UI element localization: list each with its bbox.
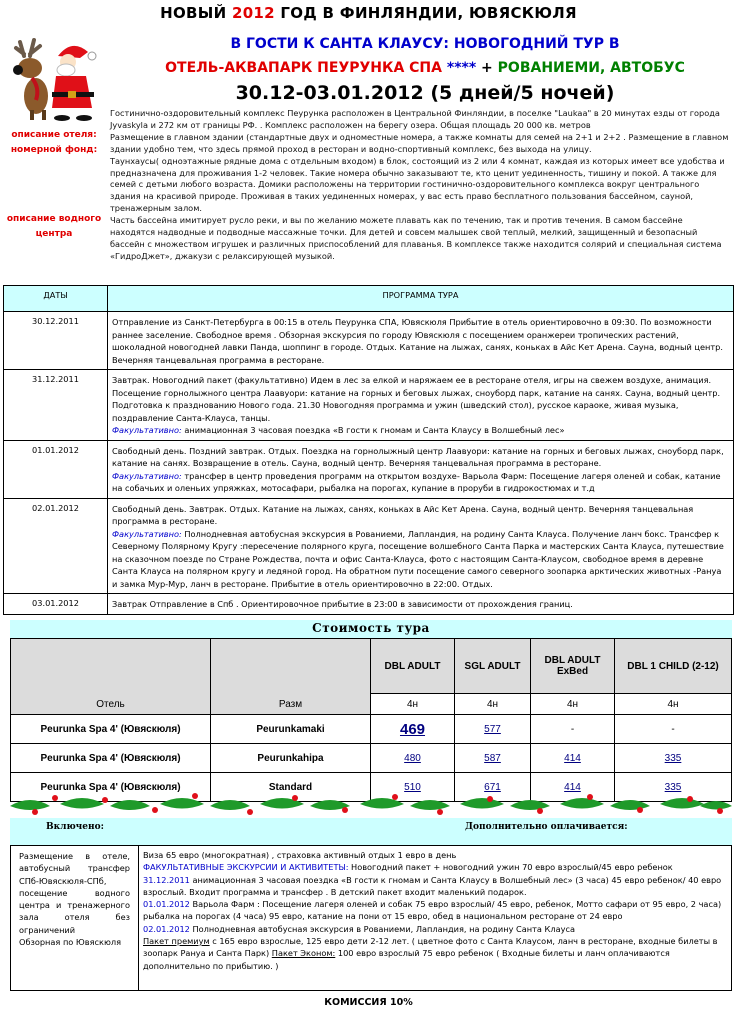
optional-label: Факультативно: xyxy=(112,528,182,539)
row-text: Завтрак. Новогодний пакет (факультативно) Идем в лес за елкой и наряжаем ее в ресторане отеля, игры на свежем воздухе, анимация. Посещение горнолыжного центра Лаавуори: катание на горных и беговых лыжах, сноуборд парк, катание на санях. Сауна, водный центр. Подготовка к празднованию Нового года. 21.30 Новогодняя программа и ужин (шведский стол), русское караоке, живая музыка, поздравление Санта-Клауса, танцы. Факультативно: анимационная 3 часовая поездка «В гости к гномам и Санта Клаусу в Волшебный лес» xyxy=(108,370,734,441)
table-row xyxy=(4,370,734,441)
side-label-hotel: описание отеля: номерной фонд: xyxy=(10,130,98,155)
commission-note: КОМИССИЯ 10% xyxy=(324,997,413,1008)
extra-list: Виза 65 евро (многократная) , страховка активный отдых 1 евро в день ФАКУЛЬТАТИВНЫЕ ЭКСКУРСИИ И АКТИВИТЕТЫ: Новогодний пакет + новогодний ужин 70 евро взрослый/45 евро ребенок 31.12.2011 анимационная 3 часовая поездка «В гости к гномам и Санта Клаусу в Волшебный лес» (3 часа) 45 евро ребенок/ 40 евро взрослый. Входит программа и трансфер . В детский пакет входит маленький подарок. 01.01.2012 Варьола Фарм : Посещение лагеря оленей и собак 75 евро взрослый/ 45 евро, ребенок, Мотто сафари от 95 евро, 2 часа) рыбалка на порогах (4 часа) 95 евро, катание на пони от 15 евро, обед в национальном ресторане от 24 евро 02.01.2012 Полнодневная автобусная экскурсия в Рованиеми, Лапландия, на родину Санта Клауса Пакет премиум с 165 евро взрослые, 125 евро дети 2-12 лет. ( цветное фото с Санта Клаусом, ланч в ресторане, входные билеты в зоопарк Рануа и Санта Парк) Пакет Эконом: 100 евро взрослый 75 евро ребенок ( Входные билеты и ланч оплачиваются дополнительно по прибытию. ) xyxy=(139,846,732,991)
table-row xyxy=(11,744,732,773)
subtitle-line2: ОТЕЛЬ-АКВАПАРК ПЕУРУНКА СПА **** + РОВАНИЕМИ, АВТОБУС xyxy=(165,60,685,76)
program-table xyxy=(3,285,734,615)
description-paragraph: Гостинично-оздоровительный комплекс Пеурунка расположен в Центральной Финляндии, в поселке "Laukaa" в 20 минутах езды от города Jyvaskyla и 272 км от границы РФ. . Комплекс расположен на берегу озера. Общая площадь 20 000 кв. метров xyxy=(110,108,720,130)
price-link[interactable]: 414 xyxy=(564,781,581,793)
header-hotel: Отель xyxy=(11,639,211,715)
hotel-name: Peurunka Spa 4' (Ювяскюля) xyxy=(11,715,211,744)
price-link[interactable]: 480 xyxy=(404,752,421,764)
pricing-title: Стоимость тура xyxy=(10,620,732,638)
price-cell: - xyxy=(531,715,615,744)
hotel-description xyxy=(110,108,730,263)
description-paragraph: Часть бассейна имитирует русло реки, и вы по желанию можете плавать как по течению, так и против течения. В самом бассейне находятся надводные и подводные массажные точки. Для детей и совсем малышек свой теплый, мелкий, защищенный и безопасный бассейн с множеством игрушек и различных приспособлений для плаванья. В комплексе также находится солярий и специальная система «ГидроДжет», джакузи с релаксирующей музыкой. xyxy=(110,215,722,261)
program-header-row xyxy=(4,286,734,312)
room-type: Peurunkamaki xyxy=(211,715,371,744)
premium-package: Пакет премиум xyxy=(143,936,210,947)
row-date: 03.01.2012 xyxy=(4,594,108,615)
included-list: Размещение в отеле, автобусный трансфер СПб-Ювяскюля-СПб, посещение водного центра и тренажерного зала отеля без ограничений Обзорная по Ювяскюля xyxy=(11,846,139,991)
header-dates: ДАТЫ xyxy=(4,286,108,312)
price-link[interactable]: 577 xyxy=(484,723,501,735)
description-paragraph: Размещение в главном здании (стандартные двух и одноместные номера, а также комнаты для семей на 2+1 и 2+2 . Размещение в главном здании удобно тем, что здесь прямой проход в ресторан и водно-спортивный комплекс, без выхода на улицу. xyxy=(110,131,729,154)
price-link[interactable]: 587 xyxy=(484,752,501,764)
nights-cell: 4н xyxy=(455,694,531,715)
table-row xyxy=(4,594,734,615)
optional-label: Факультативно: xyxy=(112,470,182,481)
row-text: Завтрак Отправление в Спб . Ориентировочное прибытие в 23:00 в зависимости от прохождения границ. xyxy=(108,594,734,615)
header-room: Разм xyxy=(211,639,371,715)
price-link[interactable]: 335 xyxy=(664,781,682,793)
pricing-table xyxy=(10,638,732,802)
nights-cell: 4н xyxy=(615,694,732,715)
stars: **** xyxy=(446,60,477,76)
header-dbl-child: DBL 1 CHILD (2-12) xyxy=(615,639,732,694)
table-row xyxy=(4,498,734,594)
tour-dates: 30.12-03.01.2012 (5 дней/5 ночей) xyxy=(235,82,615,104)
header-dbl-adult: DBL ADULT xyxy=(371,639,455,694)
page-title: НОВЫЙ 2012 ГОД В ФИНЛЯНДИИ, ЮВЯСКЮЛЯ xyxy=(160,4,577,22)
price-link[interactable]: 469 xyxy=(399,720,426,738)
price-cell: - xyxy=(615,715,732,744)
included-table xyxy=(10,845,732,991)
table-row xyxy=(11,846,732,991)
included-header-bar xyxy=(10,818,732,845)
header-dbl-exbed: DBL ADULT ExBed xyxy=(531,639,615,694)
table-row xyxy=(4,440,734,498)
price-link[interactable]: 414 xyxy=(564,752,581,764)
description-paragraph: Таунхаусы( одноэтажные рядные дома с отдельным входом) в блок, состоящий из 2 или 4 комнат, каждая из которых имеет все удобства и предназначена для проживания 1-2 человек. Такие номера обычно заказывают те, кто ценит уединенность, тишину и покой. А также для семей с детьми любого возраста. Домики расположены на территории гостинично-оздоровительного комплекса вокруг центрального здания на красивой природе. Проживая в таких уединенных номерах, у вас есть право бесплатного пользования бассейном, сауной, тренажерным залом. xyxy=(110,155,725,214)
room-type: Standard xyxy=(211,773,371,802)
price-link[interactable]: 510 xyxy=(404,781,421,793)
holly-garland-icon xyxy=(10,790,732,818)
nights-cell: 4н xyxy=(531,694,615,715)
header-sgl-adult: SGL ADULT xyxy=(455,639,531,694)
header-program: ПРОГРАММА ТУРА xyxy=(108,286,734,312)
row-text: Свободный день. Поздний завтрак. Отдых. Поездка на горнолыжный центр Лаавуори: катание на горных и беговых лыжах, сноуборд парк, катание на санях. Возвращение в отель. Сауна, водный центр. Вечерняя танцевальная программа в ресторане. Факультативно: трансфер в центр проведения программ на открытом воздухе- Варьола Фарм: Посещение лагеря оленей и собак, катание на собачьих и оленьих упряжках, мотосафари, рыбалка на порогах, купание в проруби в гидрокостюмах и т.д xyxy=(108,440,734,498)
hotel-name: Peurunka Spa 4' (Ювяскюля) xyxy=(11,773,211,802)
room-type: Peurunkahipa xyxy=(211,744,371,773)
optional-label: Факультативно: xyxy=(112,425,182,435)
subtitle-line1: В ГОСТИ К САНТА КЛАУСУ: НОВОГОДНИЙ ТУР В xyxy=(230,36,620,52)
econom-package: Пакет Эконом: xyxy=(271,948,336,959)
row-date: 01.01.2012 xyxy=(4,440,108,498)
title-year: 2012 xyxy=(231,4,275,22)
row-text: Свободный день. Завтрак. Отдых. Катание на лыжах, санях, коньках в Айс Кет Арена. Сауна, водный центр. Вечерняя танцевальная программа в ресторане. Факультативно: Полнодневная автобусная экскурсия в Рованиеми, Лапландия, на родину Санта Клауса. Получение ланч бокс. Трансфер к Северному Полярному Кругу :пересечение полярного круга, посещение волшебного Санта Парка и мастерских Санта Клауса, путешествие на сказочном поезде по Стране Рождества, почта и офис Санта-Клауса, фото с настоящим Санта-Клаусом, свободное время в деревне Санта Клауса на полярном кругу и ледяной город. На обратном пути посещение самого северного зоопарка арктических животных -Рануа и замка Мур-Мур, ланч в ресторане. Прибытие в отель ориентировочно в 22:00. Отдых. xyxy=(108,498,734,594)
santa-reindeer-icon xyxy=(6,34,106,124)
extra-label: Дополнительно оплачивается: xyxy=(465,822,628,832)
table-row xyxy=(11,715,732,744)
hotel-name: Peurunka Spa 4' (Ювяскюля) xyxy=(11,744,211,773)
row-date: 31.12.2011 xyxy=(4,370,108,441)
table-row xyxy=(4,312,734,370)
included-label: Включено: xyxy=(46,822,104,832)
nights-cell: 4н xyxy=(371,694,455,715)
row-date: 30.12.2011 xyxy=(4,312,108,370)
price-link[interactable]: 335 xyxy=(664,752,682,764)
row-text: Отправление из Санкт-Петербурга в 00:15 в отель Пеурунка СПА, Ювяскюля Прибытие в отель ориентировочно в 09:30. По возможности раннее заселение. Свободное время . Обзорная экскурсия по городу Ювяскюля с посещением оранжереи тропических растений, шоколадной новогодней лавки Панда, шоппинг в городе. Отдых. Катание на лыжах, санях, коньках в Айс Кет Арена. Сауна, водный центр. Вечерняя танцевальная программа в ресторане. xyxy=(108,312,734,370)
price-link[interactable]: 671 xyxy=(484,781,501,793)
pricing-header-row xyxy=(11,639,732,694)
side-label-water-center: описание водного центра xyxy=(6,214,102,239)
row-date: 02.01.2012 xyxy=(4,498,108,594)
